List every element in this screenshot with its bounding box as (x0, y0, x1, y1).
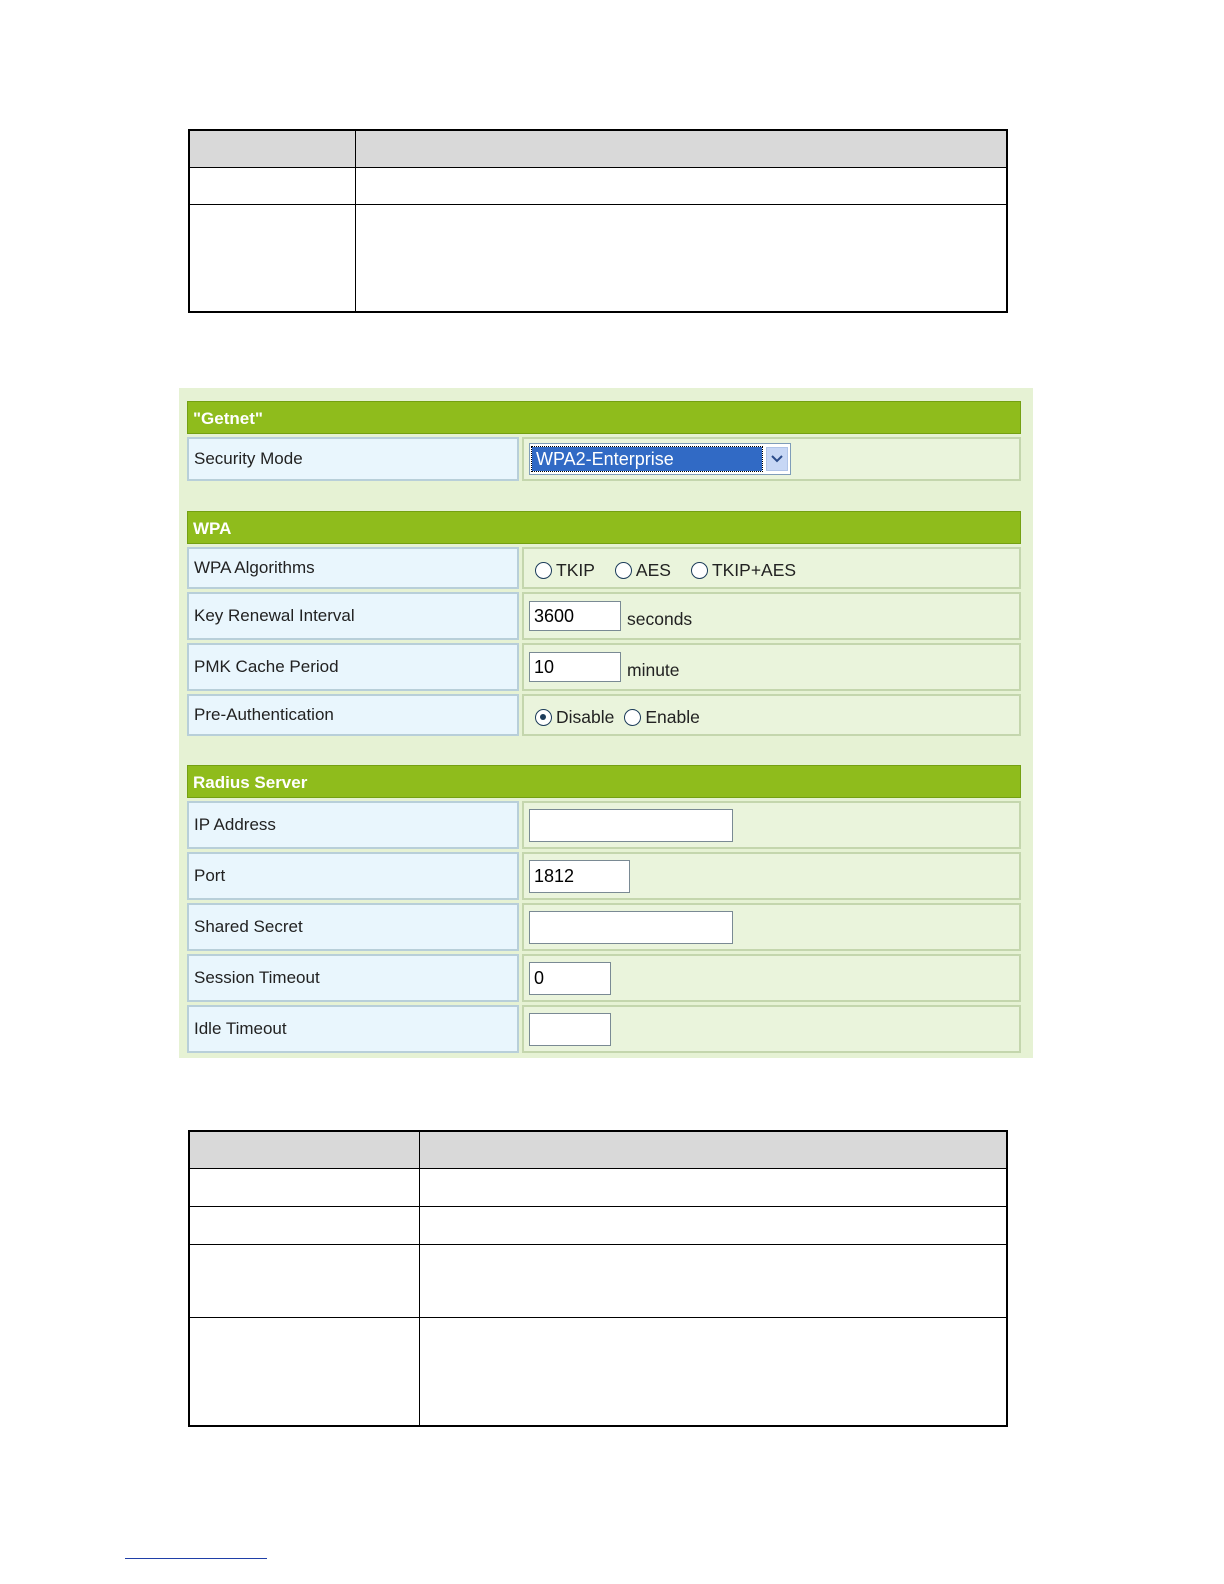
table-row (189, 1168, 1007, 1206)
session-timeout-row (187, 954, 1021, 1002)
radio-aes-label: AES (635, 559, 671, 580)
pre-authentication-label: Pre-Authentication (187, 694, 519, 736)
ssid-section (187, 401, 1021, 481)
idle-timeout-label: Idle Timeout (187, 1005, 519, 1053)
wpa-algorithms-radio-group (535, 560, 816, 581)
key-renewal-label: Key Renewal Interval (187, 592, 519, 640)
wpa-algorithms-label: WPA Algorithms (187, 547, 519, 589)
ip-address-row (187, 801, 1021, 849)
port-input[interactable] (529, 860, 630, 893)
chevron-down-icon[interactable] (766, 447, 788, 471)
idle-timeout-row (187, 1005, 1021, 1053)
ssid-section-title: "Getnet" (187, 401, 1021, 434)
shared-secret-label: Shared Secret (187, 903, 519, 951)
table-row (189, 1317, 1007, 1426)
key-renewal-row (187, 592, 1021, 640)
security-mode-select[interactable] (529, 443, 791, 475)
doc-table-bottom (188, 1130, 1008, 1427)
radio-option-enable[interactable] (624, 707, 700, 728)
table-row (189, 204, 1007, 312)
radio-disable[interactable] (535, 709, 552, 726)
doc-table-top (188, 129, 1008, 313)
radio-tkip-aes[interactable] (691, 562, 708, 579)
security-mode-row (187, 437, 1021, 481)
radio-option-aes[interactable] (615, 560, 671, 581)
wpa-section (187, 511, 1021, 736)
shared-secret-row (187, 903, 1021, 951)
wpa-algorithms-row (187, 547, 1021, 589)
key-renewal-input[interactable] (529, 601, 621, 631)
table-header-row (189, 1131, 1007, 1168)
radio-option-disable[interactable] (535, 707, 614, 728)
pmk-cache-label: PMK Cache Period (187, 643, 519, 691)
table-row (189, 1206, 1007, 1244)
radius-section-title: Radius Server (187, 765, 1021, 798)
wpa-section-title: WPA (187, 511, 1021, 544)
table-row (189, 1244, 1007, 1317)
idle-timeout-input[interactable] (529, 1013, 611, 1046)
shared-secret-input[interactable] (529, 911, 733, 944)
key-renewal-unit: seconds (627, 608, 693, 629)
radio-enable[interactable] (624, 709, 641, 726)
security-mode-selected-value: WPA2-Enterprise (532, 447, 762, 471)
port-label: Port (187, 852, 519, 900)
ip-address-input[interactable] (529, 809, 733, 842)
pmk-cache-input[interactable] (529, 652, 621, 682)
footer-link-underline (125, 1558, 267, 1559)
radio-option-tkip[interactable] (535, 560, 595, 581)
table-row (189, 167, 1007, 204)
port-row (187, 852, 1021, 900)
table-header-row (189, 130, 1007, 167)
pre-authentication-radio-group (535, 707, 720, 728)
radius-server-section (187, 765, 1021, 1053)
radio-aes[interactable] (615, 562, 632, 579)
radio-tkip-label: TKIP (556, 559, 595, 580)
ip-address-label: IP Address (187, 801, 519, 849)
session-timeout-label: Session Timeout (187, 954, 519, 1002)
session-timeout-input[interactable] (529, 962, 611, 995)
radio-tkip[interactable] (535, 562, 552, 579)
security-mode-label: Security Mode (187, 437, 519, 481)
radio-option-tkip-aes[interactable] (691, 560, 796, 581)
pre-authentication-row (187, 694, 1021, 736)
pmk-cache-row (187, 643, 1021, 691)
radio-enable-label: Enable (645, 706, 700, 727)
radio-tkip-aes-label: TKIP+AES (711, 559, 797, 580)
radio-disable-label: Disable (556, 706, 615, 727)
pmk-cache-unit: minute (627, 659, 680, 680)
wireless-security-panel (179, 388, 1033, 1058)
